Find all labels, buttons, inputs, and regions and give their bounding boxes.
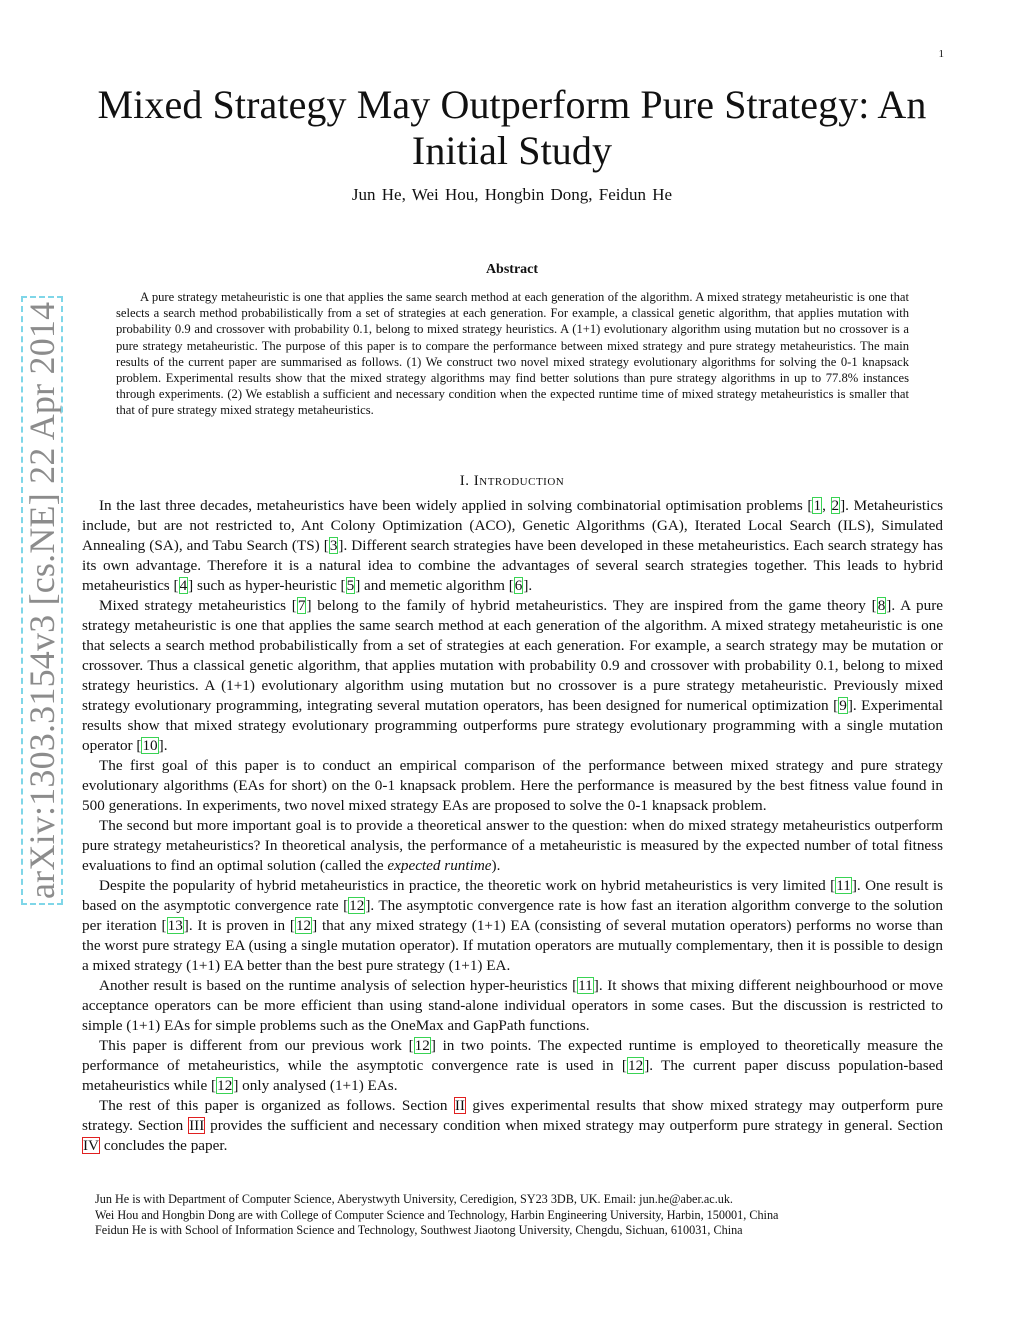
introduction-body	[82, 496, 943, 1156]
citation-link[interactable]: 12	[217, 1077, 233, 1094]
text-run: Another result is based on the runtime analysis of selection hyper-heuristics [	[99, 977, 578, 994]
text-run: ]. It shows that mixing different neighbourhood or move acceptance operators can be more efficient than using stand-alone individual operators in some cases. But the discussion is restricted to simple (1+1) EAs for simple problems such as the OneMax and GapPath functions.	[82, 977, 943, 1034]
text-run: ] that any mixed strategy (1+1) EA (consisting of several mutation operators) performs no worse than the worst pure strategy EA (using a single mutation operator). If mutation operators are mutually complementary, then it is possible to design a mixed strategy (1+1) EA better than the best pure strategy (1+1) EA.	[82, 917, 944, 974]
text-run: This paper is different from our previous work [	[99, 1037, 414, 1054]
author-affiliation-footnotes	[95, 1192, 945, 1239]
intro-paragraph-3: The first goal of this paper is to conduct an empirical comparison of the performance between mixed strategy and pure strategy evolutionary algorithms (EAs for short) on the 0-1 knapsack problem. Here the performance is measured by the best fitness value found in 500 generations. In experiments, two novel mixed strategy EAs are proposed to solve the 0-1 knapsack problem.	[82, 757, 943, 814]
citation-link[interactable]: 1	[813, 497, 822, 514]
citation-link[interactable]: 3	[329, 537, 338, 554]
text-run: The rest of this paper is organized as follows. Section	[99, 1097, 454, 1114]
intro-paragraph-1	[82, 496, 943, 596]
section-reference-link[interactable]: II	[454, 1097, 465, 1114]
citation-link[interactable]: 12	[414, 1037, 430, 1054]
text-run: ] only analysed (1+1) EAs.	[233, 1077, 398, 1094]
intro-paragraph-8	[82, 1096, 943, 1156]
intro-paragraph-4	[82, 816, 943, 876]
text-run: ]. A pure strategy metaheuristic is one that applies the same search method at each generation of the algorithm. A mixed strategy metaheuristic is one that selects a search method probabilistically from a set of strategies at each generation. For example, a search strategy may be mutation or crossover. Thus a classical genetic algorithm, that applies mutation with probability 0.9 and crossover with probability 0.1, belong to mixed strategy heuristics. A (1+1) evolutionary algorithm using mutation but no crossover is a pure strategy metaheuristic. Previously mixed strategy evolutionary programming, integrating several mutation operators, has been designed for numerical optimization [	[82, 597, 943, 714]
arxiv-identifier-stamp: arXiv:1303.3154v3 [cs.NE] 22 Apr 2014	[23, 298, 61, 903]
page-number: 1	[938, 48, 944, 60]
text-run: gives experimental results that show mixed strategy may outperform pure strategy. Section	[82, 1097, 943, 1134]
text-run: ]. Different search strategies have been developed in these metaheuristics. Each search strategy has its own advantage. Therefore it is a natural idea to combine the advantages of several search strategies together. This leads to hybrid metaheuristics [	[82, 537, 944, 594]
footnote-line: Jun He is with Department of Computer Science, Aberystwyth University, Ceredigion, SY23 3DB, UK. Email: jun.he@aber.ac.uk.	[95, 1192, 733, 1206]
text-run: Despite the popularity of hybrid metaheuristics in practice, the theoretic work on hybrid metaheuristics is very limited [	[99, 877, 836, 894]
section-reference-link[interactable]: III	[189, 1117, 205, 1134]
text-run: ] belong to the family of hybrid metaheuristics. They are inspired from the game theory [	[306, 597, 877, 614]
text-run: ]. One result is based on the asymptotic convergence rate [	[82, 877, 944, 914]
text-run: ] and memetic algorithm [	[355, 577, 514, 594]
text-run: ] such as hyper-heuristic [	[188, 577, 346, 594]
text-run: The second but more important goal is to provide a theoretical answer to the question: when do mixed strategy metaheuristics outperform pure strategy metaheuristics? In theoretical analysis, the performance of a metaheuristic is measured by the expected number of total fitness evaluations to find an optimal solution (called the	[82, 817, 943, 874]
citation-link[interactable]: 6	[514, 577, 523, 594]
section-reference-link[interactable]: IV	[83, 1137, 100, 1154]
intro-paragraph-6	[82, 976, 943, 1036]
citation-link[interactable]: 4	[179, 577, 188, 594]
citation-link[interactable]: 10	[142, 737, 158, 754]
paper-title: Mixed Strategy May Outperform Pure Strategy: An Initial Study	[97, 82, 927, 173]
footnote-line: Feidun He is with School of Information Science and Technology, Southwest Jiaotong University, Chengdu, Sichuan, 610031, China	[95, 1223, 743, 1238]
intro-paragraph-7	[82, 1036, 943, 1096]
text-run: ]. The current paper discuss population-based metaheuristics while [	[82, 1057, 943, 1094]
citation-link[interactable]: 7	[297, 597, 306, 614]
author-list: Jun He, Wei Hou, Hongbin Dong, Feidun He	[351, 185, 673, 204]
text-run: ]. It is proven in [	[183, 917, 295, 934]
citation-link[interactable]: 5	[346, 577, 355, 594]
text-run: ]. The asymptotic convergence rate is how fast an iteration algorithm converge to the solution per iteration [	[82, 897, 943, 934]
citation-link[interactable]: 12	[628, 1057, 644, 1074]
text-run: ]. Metaheuristics include, but are not restricted to, Ant Colony Optimization (ACO), Genetic Algorithms (GA), Iterated Local Search (ILS), Simulated Annealing (SA), and Tabu Search (TS) [	[82, 497, 943, 554]
text-run: Mixed strategy metaheuristics [	[99, 597, 297, 614]
text-run: ] in two points. The expected runtime is employed to theoretically measure the performance of metaheuristics, while the asymptotic convergence rate is used in [	[82, 1037, 943, 1074]
text-run: ].	[523, 577, 533, 594]
text-run: ).	[491, 857, 501, 874]
emphasized-term: expected runtime	[387, 857, 492, 874]
abstract-heading: Abstract	[485, 262, 539, 277]
citation-link[interactable]: 12	[295, 917, 312, 934]
text-run: provides the sufficient and necessary condition when mixed strategy may outperform pure strategy in general. Section	[205, 1117, 943, 1134]
text-run: concludes the paper.	[100, 1137, 228, 1154]
text-run: In the last three decades, metaheuristics have been widely applied in solving combinatorial optimisation problems [	[99, 497, 813, 514]
text-run: ]. Experimental results show that mixed strategy evolutionary programming outperforms pure strategy evolutionary programming with a single mutation operator [	[82, 697, 943, 754]
section-heading-introduction: I. Introduction	[459, 473, 565, 489]
intro-paragraph-2	[82, 596, 943, 756]
footnote-line: Wei Hou and Hongbin Dong are with College of Computer Science and Technology, Harbin Engineering University, Harbin, 150001, China	[95, 1207, 779, 1222]
abstract-text: A pure strategy metaheuristic is one that applies the same search method at each generation of the algorithm. A mixed strategy metaheuristic is one that selects a search method probabilistically from a set of strategies at each generation. For example, a classical genetic algorithm, that applies mutation with probability 0.9 and crossover with probability 0.1, belong to mixed strategy heuristics. A (1+1) evolutionary algorithm using mutation but no crossover is a pure strategy metaheuristic. The purpose of this paper is to compare the performance between mixed strategy and pure strategy metaheuristics. The main results of the current paper are summarised as follows. (1) We construct two novel mixed strategy evolutionary algorithms for solving the 0-1 knapsack problem. Experimental results show that the mixed strategy algorithms may find better solutions than pure strategy algorithms in up to 77.8% instances through experiments. (2) We establish a sufficient and necessary condition when the expected runtime time of mixed strategy metaheuristics is smaller that that of pure strategy mixed strategy metaheuristics.	[116, 290, 909, 418]
text-run: ].	[158, 737, 168, 754]
text-run: ,	[822, 497, 831, 514]
citation-link[interactable]: 13	[167, 917, 183, 934]
citation-link[interactable]: 8	[877, 597, 886, 614]
citation-link[interactable]: 12	[349, 897, 365, 914]
citation-link[interactable]: 11	[836, 877, 851, 894]
citation-link[interactable]: 9	[839, 697, 847, 714]
citation-link[interactable]: 11	[578, 977, 593, 994]
citation-link[interactable]: 2	[831, 497, 840, 514]
intro-paragraph-5	[82, 876, 943, 976]
